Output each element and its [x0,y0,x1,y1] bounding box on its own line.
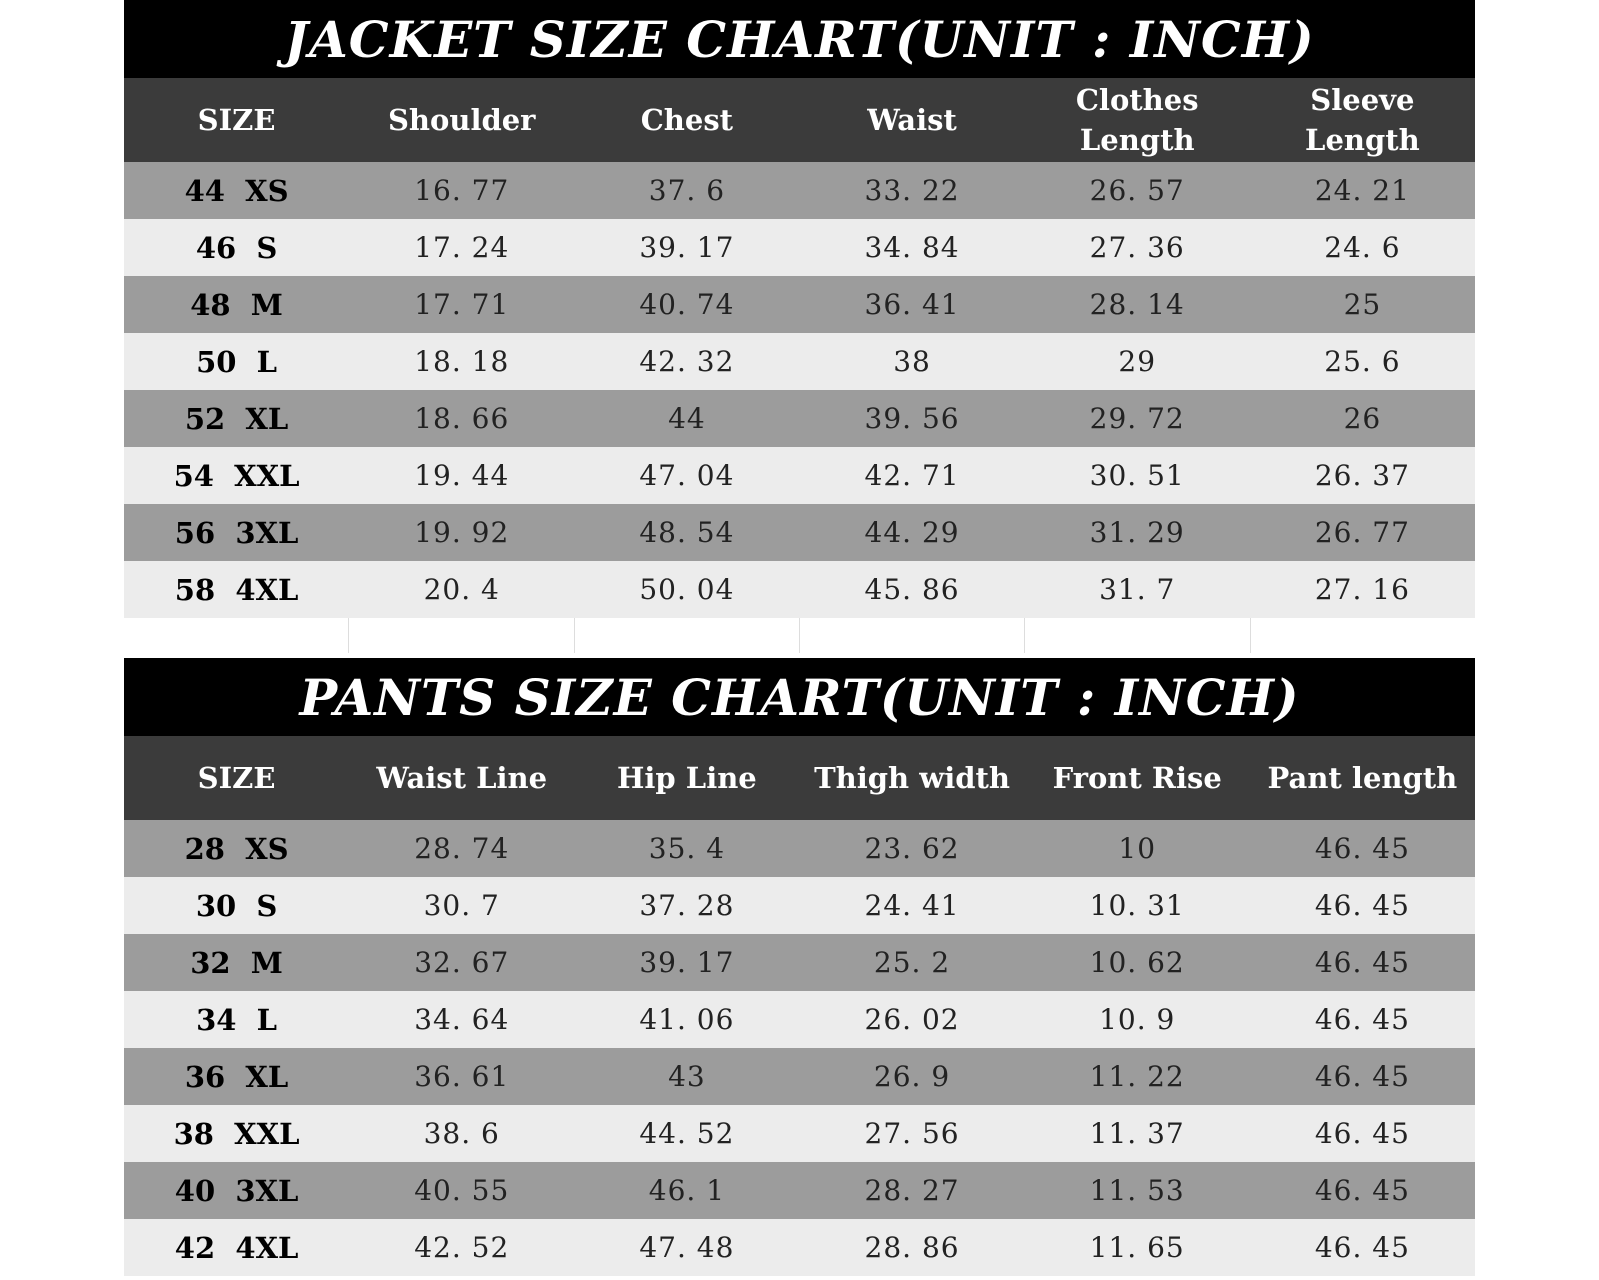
jacket-header-cell: SIZE [124,78,349,162]
measurement-cell: 28. 14 [1025,276,1250,333]
size-label-cell: 32 M [124,934,349,991]
size-label-cell: 52 XL [124,390,349,447]
measurement-cell: 41. 06 [574,991,799,1048]
measurement-cell: 44. 52 [574,1105,799,1162]
measurement-cell: 23. 62 [799,820,1024,877]
measurement-cell: 45. 86 [799,561,1024,618]
pants-header-cell: Front Rise [1025,736,1250,820]
measurement-cell: 47. 48 [574,1219,799,1276]
measurement-cell: 26. 57 [1025,162,1250,219]
measurement-cell: 30. 7 [349,877,574,934]
size-label-cell: 30 S [124,877,349,934]
measurement-cell: 40. 74 [574,276,799,333]
size-label-cell: 40 3XL [124,1162,349,1219]
measurement-cell: 26. 02 [799,991,1024,1048]
measurement-cell: 24. 41 [799,877,1024,934]
measurement-cell: 19. 44 [349,447,574,504]
measurement-cell: 30. 51 [1025,447,1250,504]
measurement-cell: 35. 4 [574,820,799,877]
pants-chart-title: PANTS SIZE CHART(UNIT : INCH) [124,658,1475,736]
measurement-cell: 36. 41 [799,276,1024,333]
pants-header-cell: Thigh width [799,736,1024,820]
measurement-cell: 16. 77 [349,162,574,219]
jacket-header-cell: Chest [574,78,799,162]
size-label-cell: 38 XXL [124,1105,349,1162]
measurement-cell: 11. 65 [1025,1219,1250,1276]
table-row [124,991,1475,1048]
size-label-cell: 50 L [124,333,349,390]
measurement-cell: 26. 37 [1250,447,1475,504]
measurement-cell: 28. 74 [349,820,574,877]
jacket-chart-title: JACKET SIZE CHART(UNIT : INCH) [124,0,1475,78]
measurement-cell: 46. 45 [1250,820,1475,877]
jacket-header-cell: Clothes Length [1025,78,1250,162]
jacket-header-row [124,78,1475,162]
measurement-cell: 26 [1250,390,1475,447]
measurement-cell: 26. 9 [799,1048,1024,1105]
measurement-cell: 46. 45 [1250,934,1475,991]
measurement-cell: 32. 67 [349,934,574,991]
size-label-cell: 34 L [124,991,349,1048]
table-row [124,1105,1475,1162]
measurement-cell: 25 [1250,276,1475,333]
size-label-cell: 36 XL [124,1048,349,1105]
measurement-cell: 44. 29 [799,504,1024,561]
jacket-table-body [124,162,1475,618]
measurement-cell: 19. 92 [349,504,574,561]
table-row [124,561,1475,618]
jacket-size-chart [124,0,1475,653]
size-label-cell: 28 XS [124,820,349,877]
size-label-cell: 42 4XL [124,1219,349,1276]
measurement-cell: 24. 21 [1250,162,1475,219]
measurement-cell: 11. 22 [1025,1048,1250,1105]
pants-header-row [124,736,1475,820]
measurement-cell: 31. 29 [1025,504,1250,561]
measurement-cell: 27. 56 [799,1105,1024,1162]
measurement-cell: 17. 24 [349,219,574,276]
size-label-cell: 54 XXL [124,447,349,504]
pants-header-cell: SIZE [124,736,349,820]
jacket-header-cell: Waist [799,78,1024,162]
measurement-cell: 37. 6 [574,162,799,219]
measurement-cell: 25. 2 [799,934,1024,991]
table-row [124,1048,1475,1105]
measurement-cell: 39. 17 [574,219,799,276]
measurement-cell: 29 [1025,333,1250,390]
measurement-cell: 40. 55 [349,1162,574,1219]
measurement-cell: 43 [574,1048,799,1105]
table-row [124,219,1475,276]
measurement-cell: 48. 54 [574,504,799,561]
pants-size-chart [124,658,1475,1276]
measurement-cell: 46. 45 [1250,877,1475,934]
table-row [124,162,1475,219]
measurement-cell: 37. 28 [574,877,799,934]
pants-header-cell: Hip Line [574,736,799,820]
measurement-cell: 44 [574,390,799,447]
measurement-cell: 39. 56 [799,390,1024,447]
table-row [124,1162,1475,1219]
measurement-cell: 29. 72 [1025,390,1250,447]
measurement-cell: 10. 62 [1025,934,1250,991]
measurement-cell: 47. 04 [574,447,799,504]
measurement-cell: 46. 45 [1250,1162,1475,1219]
table-row [124,447,1475,504]
measurement-cell: 42. 32 [574,333,799,390]
measurement-cell: 26. 77 [1250,504,1475,561]
pants-table-body [124,820,1475,1276]
jacket-size-table [124,78,1475,618]
measurement-cell: 10. 31 [1025,877,1250,934]
pants-header-cell: Pant length [1250,736,1475,820]
measurement-cell: 46. 45 [1250,1105,1475,1162]
size-label-cell: 48 M [124,276,349,333]
measurement-cell: 31. 7 [1025,561,1250,618]
measurement-cell: 24. 6 [1250,219,1475,276]
jacket-spacer-row [124,618,1475,653]
measurement-cell: 27. 16 [1250,561,1475,618]
measurement-cell: 27. 36 [1025,219,1250,276]
table-row [124,1219,1475,1276]
measurement-cell: 11. 53 [1025,1162,1250,1219]
measurement-cell: 42. 71 [799,447,1024,504]
jacket-header-cell: Sleeve Length [1250,78,1475,162]
measurement-cell: 33. 22 [799,162,1024,219]
measurement-cell: 46. 1 [574,1162,799,1219]
measurement-cell: 46. 45 [1250,1219,1475,1276]
measurement-cell: 38 [799,333,1024,390]
table-row [124,504,1475,561]
measurement-cell: 28. 27 [799,1162,1024,1219]
table-row [124,934,1475,991]
jacket-header-cell: Shoulder [349,78,574,162]
size-label-cell: 44 XS [124,162,349,219]
measurement-cell: 46. 45 [1250,991,1475,1048]
measurement-cell: 39. 17 [574,934,799,991]
measurement-cell: 50. 04 [574,561,799,618]
table-row [124,877,1475,934]
table-row [124,390,1475,447]
measurement-cell: 42. 52 [349,1219,574,1276]
measurement-cell: 36. 61 [349,1048,574,1105]
size-label-cell: 46 S [124,219,349,276]
pants-header-cell: Waist Line [349,736,574,820]
pants-size-table [124,736,1475,1276]
measurement-cell: 10. 9 [1025,991,1250,1048]
table-row [124,820,1475,877]
measurement-cell: 46. 45 [1250,1048,1475,1105]
measurement-cell: 18. 18 [349,333,574,390]
size-label-cell: 56 3XL [124,504,349,561]
measurement-cell: 18. 66 [349,390,574,447]
table-row [124,276,1475,333]
measurement-cell: 38. 6 [349,1105,574,1162]
measurement-cell: 25. 6 [1250,333,1475,390]
measurement-cell: 10 [1025,820,1250,877]
size-label-cell: 58 4XL [124,561,349,618]
measurement-cell: 17. 71 [349,276,574,333]
measurement-cell: 28. 86 [799,1219,1024,1276]
measurement-cell: 11. 37 [1025,1105,1250,1162]
table-row [124,333,1475,390]
measurement-cell: 34. 64 [349,991,574,1048]
measurement-cell: 20. 4 [349,561,574,618]
measurement-cell: 34. 84 [799,219,1024,276]
